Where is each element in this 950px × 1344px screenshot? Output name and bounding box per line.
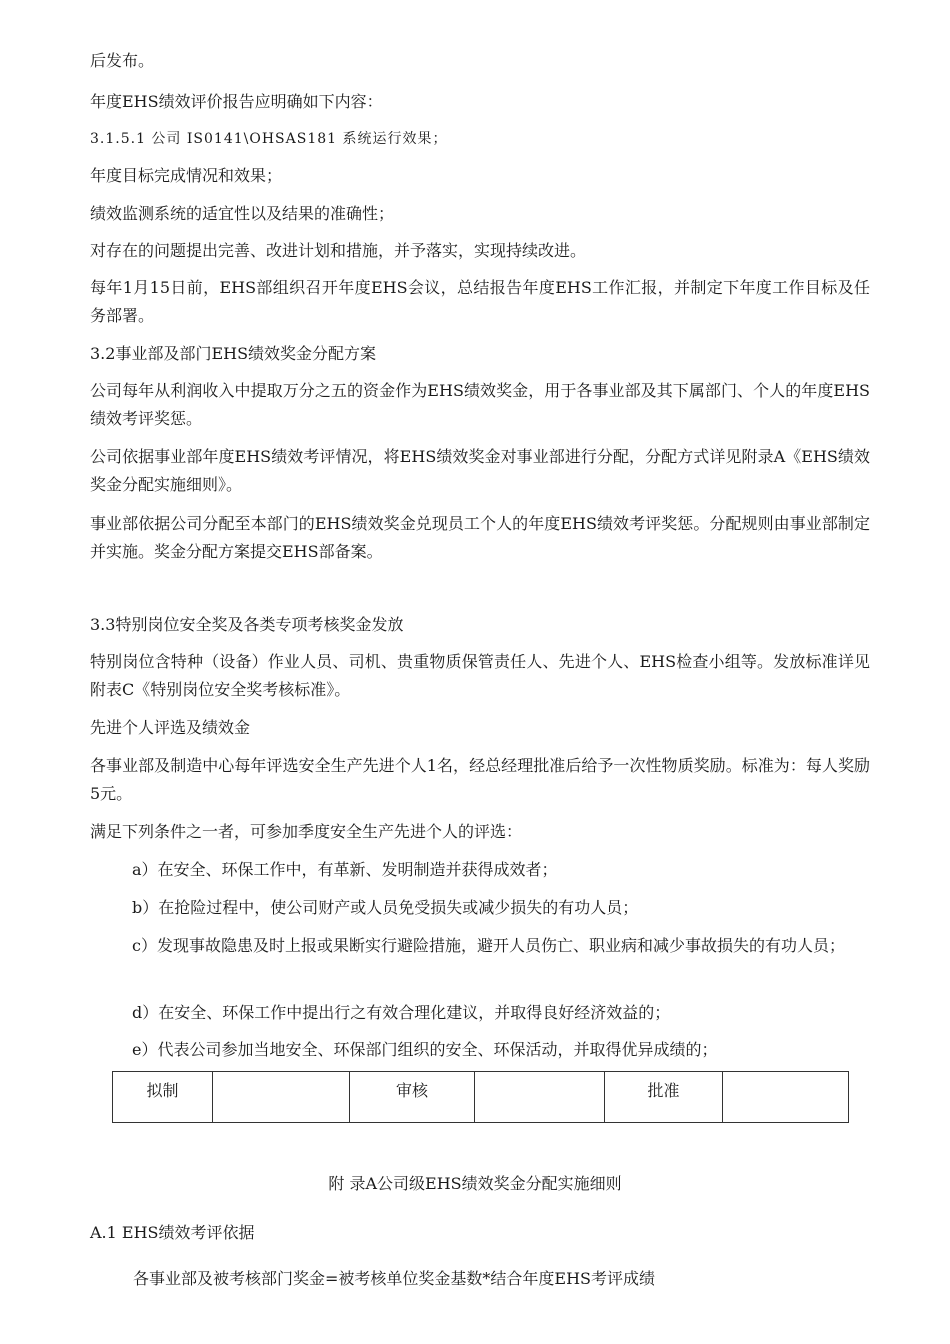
draft-value — [213, 1072, 350, 1123]
review-label: 审核 — [350, 1072, 475, 1123]
list-item: a）在安全、环保工作中，有革新、发明制造并获得成效者； — [132, 860, 558, 879]
list-item: d）在安全、环保工作中提出行之有效合理化建议，并取得良好经济效益的； — [132, 1003, 671, 1022]
section-heading: 3.2事业部及部门EHS绩效奖金分配方案 — [90, 344, 377, 363]
appendix-title: 附 录A公司级EHS绩效奖金分配实施细则 — [328, 1174, 622, 1193]
paragraph: 年度EHS绩效评价报告应明确如下内容： — [90, 92, 383, 111]
approve-label: 批准 — [605, 1072, 723, 1123]
paragraph: 公司每年从利润收入中提取万分之五的资金作为EHS绩效奖金，用于各事业部及其下属部门、个人的年度EHS绩效考评奖惩。 — [90, 381, 870, 428]
paragraph: 特别岗位含特种（设备）作业人员、司机、贵重物质保管责任人、先进个人、EHS检查小组等。发放标准详见附表C《特别岗位安全奖考核标准》。 — [90, 652, 870, 699]
section-heading: A.1 EHS绩效考评依据 — [90, 1223, 255, 1242]
draft-label: 拟制 — [113, 1072, 213, 1123]
list-item: b）在抢险过程中，使公司财产或人员免受损失或减少损失的有功人员； — [132, 898, 639, 917]
review-value — [475, 1072, 605, 1123]
section-heading: 3.1.5.1 公司 IS0141\OHSAS181 系统运行效果； — [90, 131, 448, 147]
list-item: e）代表公司参加当地安全、环保部门组织的安全、环保活动，并取得优异成绩的； — [132, 1040, 718, 1059]
paragraph: 年度目标完成情况和效果； — [90, 166, 283, 185]
subheading: 先进个人评选及绩效金 — [90, 718, 251, 737]
paragraph: 事业部依据公司分配至本部门的EHS绩效奖金兑现员工个人的年度EHS绩效考评奖惩。分配规则由事业部制定并实施。奖金分配方案提交EHS部备案。 — [90, 514, 870, 561]
paragraph: 满足下列条件之一者，可参加季度安全生产先进个人的评选： — [90, 822, 523, 841]
paragraph: 每年1月15日前，EHS部组织召开年度EHS会议，总结报告年度EHS工作汇报，并制定下年度工作目标及任务部署。 — [90, 278, 870, 325]
paragraph: 后发布。 — [90, 51, 155, 70]
paragraph: 对存在的问题提出完善、改进计划和措施，并予落实，实现持续改进。 — [90, 241, 587, 260]
paragraph: 绩效监测系统的适宜性以及结果的准确性； — [90, 204, 395, 223]
section-heading: 3.3特别岗位安全奖及各类专项考核奖金发放 — [90, 615, 404, 634]
table-row — [113, 1072, 849, 1123]
approve-value — [723, 1072, 849, 1123]
formula-line: 各事业部及被考核部门奖金=被考核单位奖金基数*结合年度EHS考评成绩 — [133, 1269, 656, 1288]
paragraph: 各事业部及制造中心每年评选安全生产先进个人1名，经总经理批准后给予一次性物质奖励。标准为：每人奖励5元。 — [90, 756, 870, 803]
list-item: c）发现事故隐患及时上报或果断实行避险措施，避开人员伤亡、职业病和减少事故损失的有功人员； — [132, 936, 845, 955]
paragraph: 公司依据事业部年度EHS绩效考评情况，将EHS绩效奖金对事业部进行分配，分配方式详见附录A《EHS绩效奖金分配实施细则》。 — [90, 447, 870, 494]
signature-table — [112, 1071, 849, 1123]
